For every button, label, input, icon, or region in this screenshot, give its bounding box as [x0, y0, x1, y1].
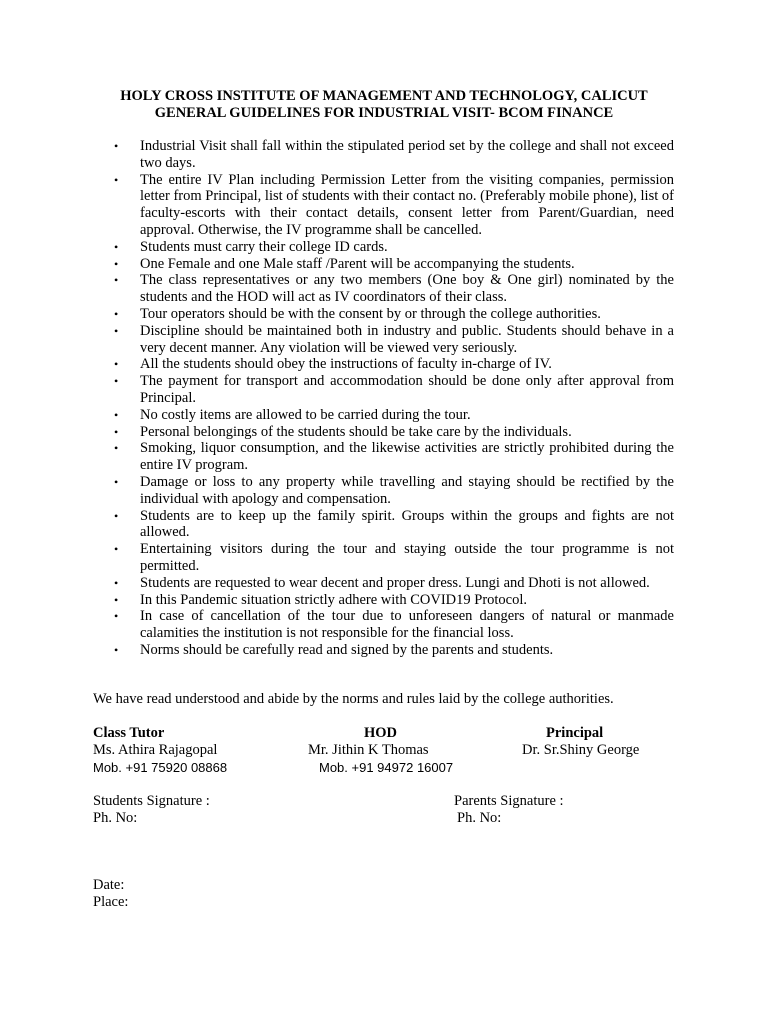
bullet-icon: • [114, 239, 119, 254]
hod-mobile: Mob. +91 94972 16007 [319, 760, 454, 775]
rule-text: Norms should be carefully read and signed by the parents and students. [140, 641, 554, 658]
rule-text: All the students should obey the instructions of faculty in-charge of IV. [140, 356, 552, 373]
class-tutor-name: Ms. Athira Rajagopal [93, 742, 218, 758]
declaration-text: We have read understood and abide by the norms and rules laid by the college authorities. [93, 691, 614, 707]
rule-text: The payment for transport and accommodation should be done only after approval from Principal. [140, 373, 674, 406]
guidelines-title: GENERAL GUIDELINES FOR INDUSTRIAL VISIT- BCOM FINANCE [154, 105, 614, 121]
bullet-icon: • [114, 592, 119, 607]
list-item [94, 642, 674, 659]
bullet-icon: • [114, 256, 119, 271]
list-item [94, 424, 674, 441]
class-tutor-mobile: Mob. +91 75920 08868 [93, 760, 228, 775]
rule-text: Industrial Visit shall fall within the stipulated period set by the college and shall not exceed two days. [140, 138, 674, 171]
bullet-icon: • [114, 306, 119, 321]
class-tutor-block [93, 725, 227, 776]
document-header [60, 88, 708, 122]
rule-text: Tour operators should be with the consent by or through the college authorities. [140, 305, 601, 322]
list-item [94, 508, 674, 542]
list-item [94, 356, 674, 373]
students-signature-label: Students Signature : [93, 793, 210, 809]
date-label: Date: [93, 877, 125, 893]
bullet-icon: • [114, 642, 119, 657]
bullet-icon: • [114, 407, 119, 422]
list-item [94, 474, 674, 508]
bullet-icon: • [114, 508, 119, 523]
principal-name: Dr. Sr.Shiny George [522, 742, 640, 758]
rule-text: In case of cancellation of the tour due to unforeseen dangers of natural or manmade calamities the institution is not responsible for the financial loss. [140, 608, 674, 642]
guidelines-list [94, 138, 674, 659]
rule-text: Smoking, liquor consumption, and the likewise activities are strictly prohibited during the entire IV program. [140, 440, 674, 474]
hod-name: Mr. Jithin K Thomas [308, 742, 429, 758]
rule-text: Students are to keep up the family spirit. Groups within the groups and fights are not allowed. [140, 507, 674, 541]
rule-text: The class representatives or any two members (One boy & One girl) nominated by the students and the HOD will act as IV coordinators of their class. [140, 272, 674, 306]
list-item [94, 373, 674, 407]
parents-phone-label: Ph. No: [457, 810, 502, 826]
list-item [94, 592, 674, 609]
list-item [94, 541, 674, 575]
list-item [94, 172, 674, 239]
list-item [94, 306, 674, 323]
list-item [94, 239, 674, 256]
place-label: Place: [93, 894, 129, 910]
students-phone-label: Ph. No: [93, 810, 138, 826]
rule-text: One Female and one Male staff /Parent will be accompanying the students. [140, 255, 575, 272]
class-tutor-role: Class Tutor [93, 725, 165, 741]
bullet-icon: • [114, 172, 119, 187]
list-item [94, 407, 674, 424]
hod-role: HOD [364, 725, 398, 741]
rule-text: Students must carry their college ID cards. [140, 238, 388, 255]
bullet-icon: • [114, 609, 119, 624]
bullet-icon: • [114, 374, 119, 389]
bullet-icon: • [114, 441, 119, 456]
list-item [94, 138, 674, 172]
parents-signature-label: Parents Signature : [454, 793, 564, 809]
list-item [94, 608, 674, 642]
rule-text: Discipline should be maintained both in industry and public. Students should behave in a very decent manner. Any violation will be viewed very seriously. [140, 322, 674, 356]
bullet-icon: • [114, 575, 119, 590]
rule-text: The entire IV Plan including Permission Letter from the visiting companies, permission letter from Principal, list of students with their contact no. (Preferably mobile phone), list of faculty-escorts with their contact details, consent letter from Parent/Guardian, need approval. Otherwise, the IV programme shall be cancelled. [140, 171, 674, 238]
hod-block [308, 725, 453, 776]
list-item [94, 575, 674, 592]
list-item [94, 440, 674, 474]
bullet-icon: • [114, 357, 119, 372]
list-item [94, 256, 674, 273]
rule-text: Personal belongings of the students should be take care by the individuals. [140, 423, 572, 440]
principal-role: Principal [546, 725, 604, 741]
rule-text: Students are requested to wear decent and proper dress. Lungi and Dhoti is not allowed. [140, 574, 650, 591]
bullet-icon: • [114, 424, 119, 439]
list-item [94, 272, 674, 306]
institution-title: HOLY CROSS INSTITUTE OF MANAGEMENT AND TECHNOLOGY, CALICUT [120, 88, 648, 104]
rule-text: Damage or loss to any property while travelling and staying should be rectified by the individual with apology and compensation. [140, 473, 674, 507]
rule-text: No costly items are allowed to be carried during the tour. [140, 406, 471, 423]
bullet-icon: • [114, 139, 119, 153]
list-item [94, 323, 674, 357]
bullet-icon: • [114, 542, 119, 557]
rule-text: Entertaining visitors during the tour and staying outside the tour programme is not permitted. [140, 541, 674, 574]
bullet-icon: • [114, 323, 119, 338]
bullet-icon: • [114, 474, 119, 489]
bullet-icon: • [114, 273, 119, 288]
principal-block [522, 725, 639, 759]
rule-text: In this Pandemic situation strictly adhere with COVID19 Protocol. [140, 591, 528, 608]
